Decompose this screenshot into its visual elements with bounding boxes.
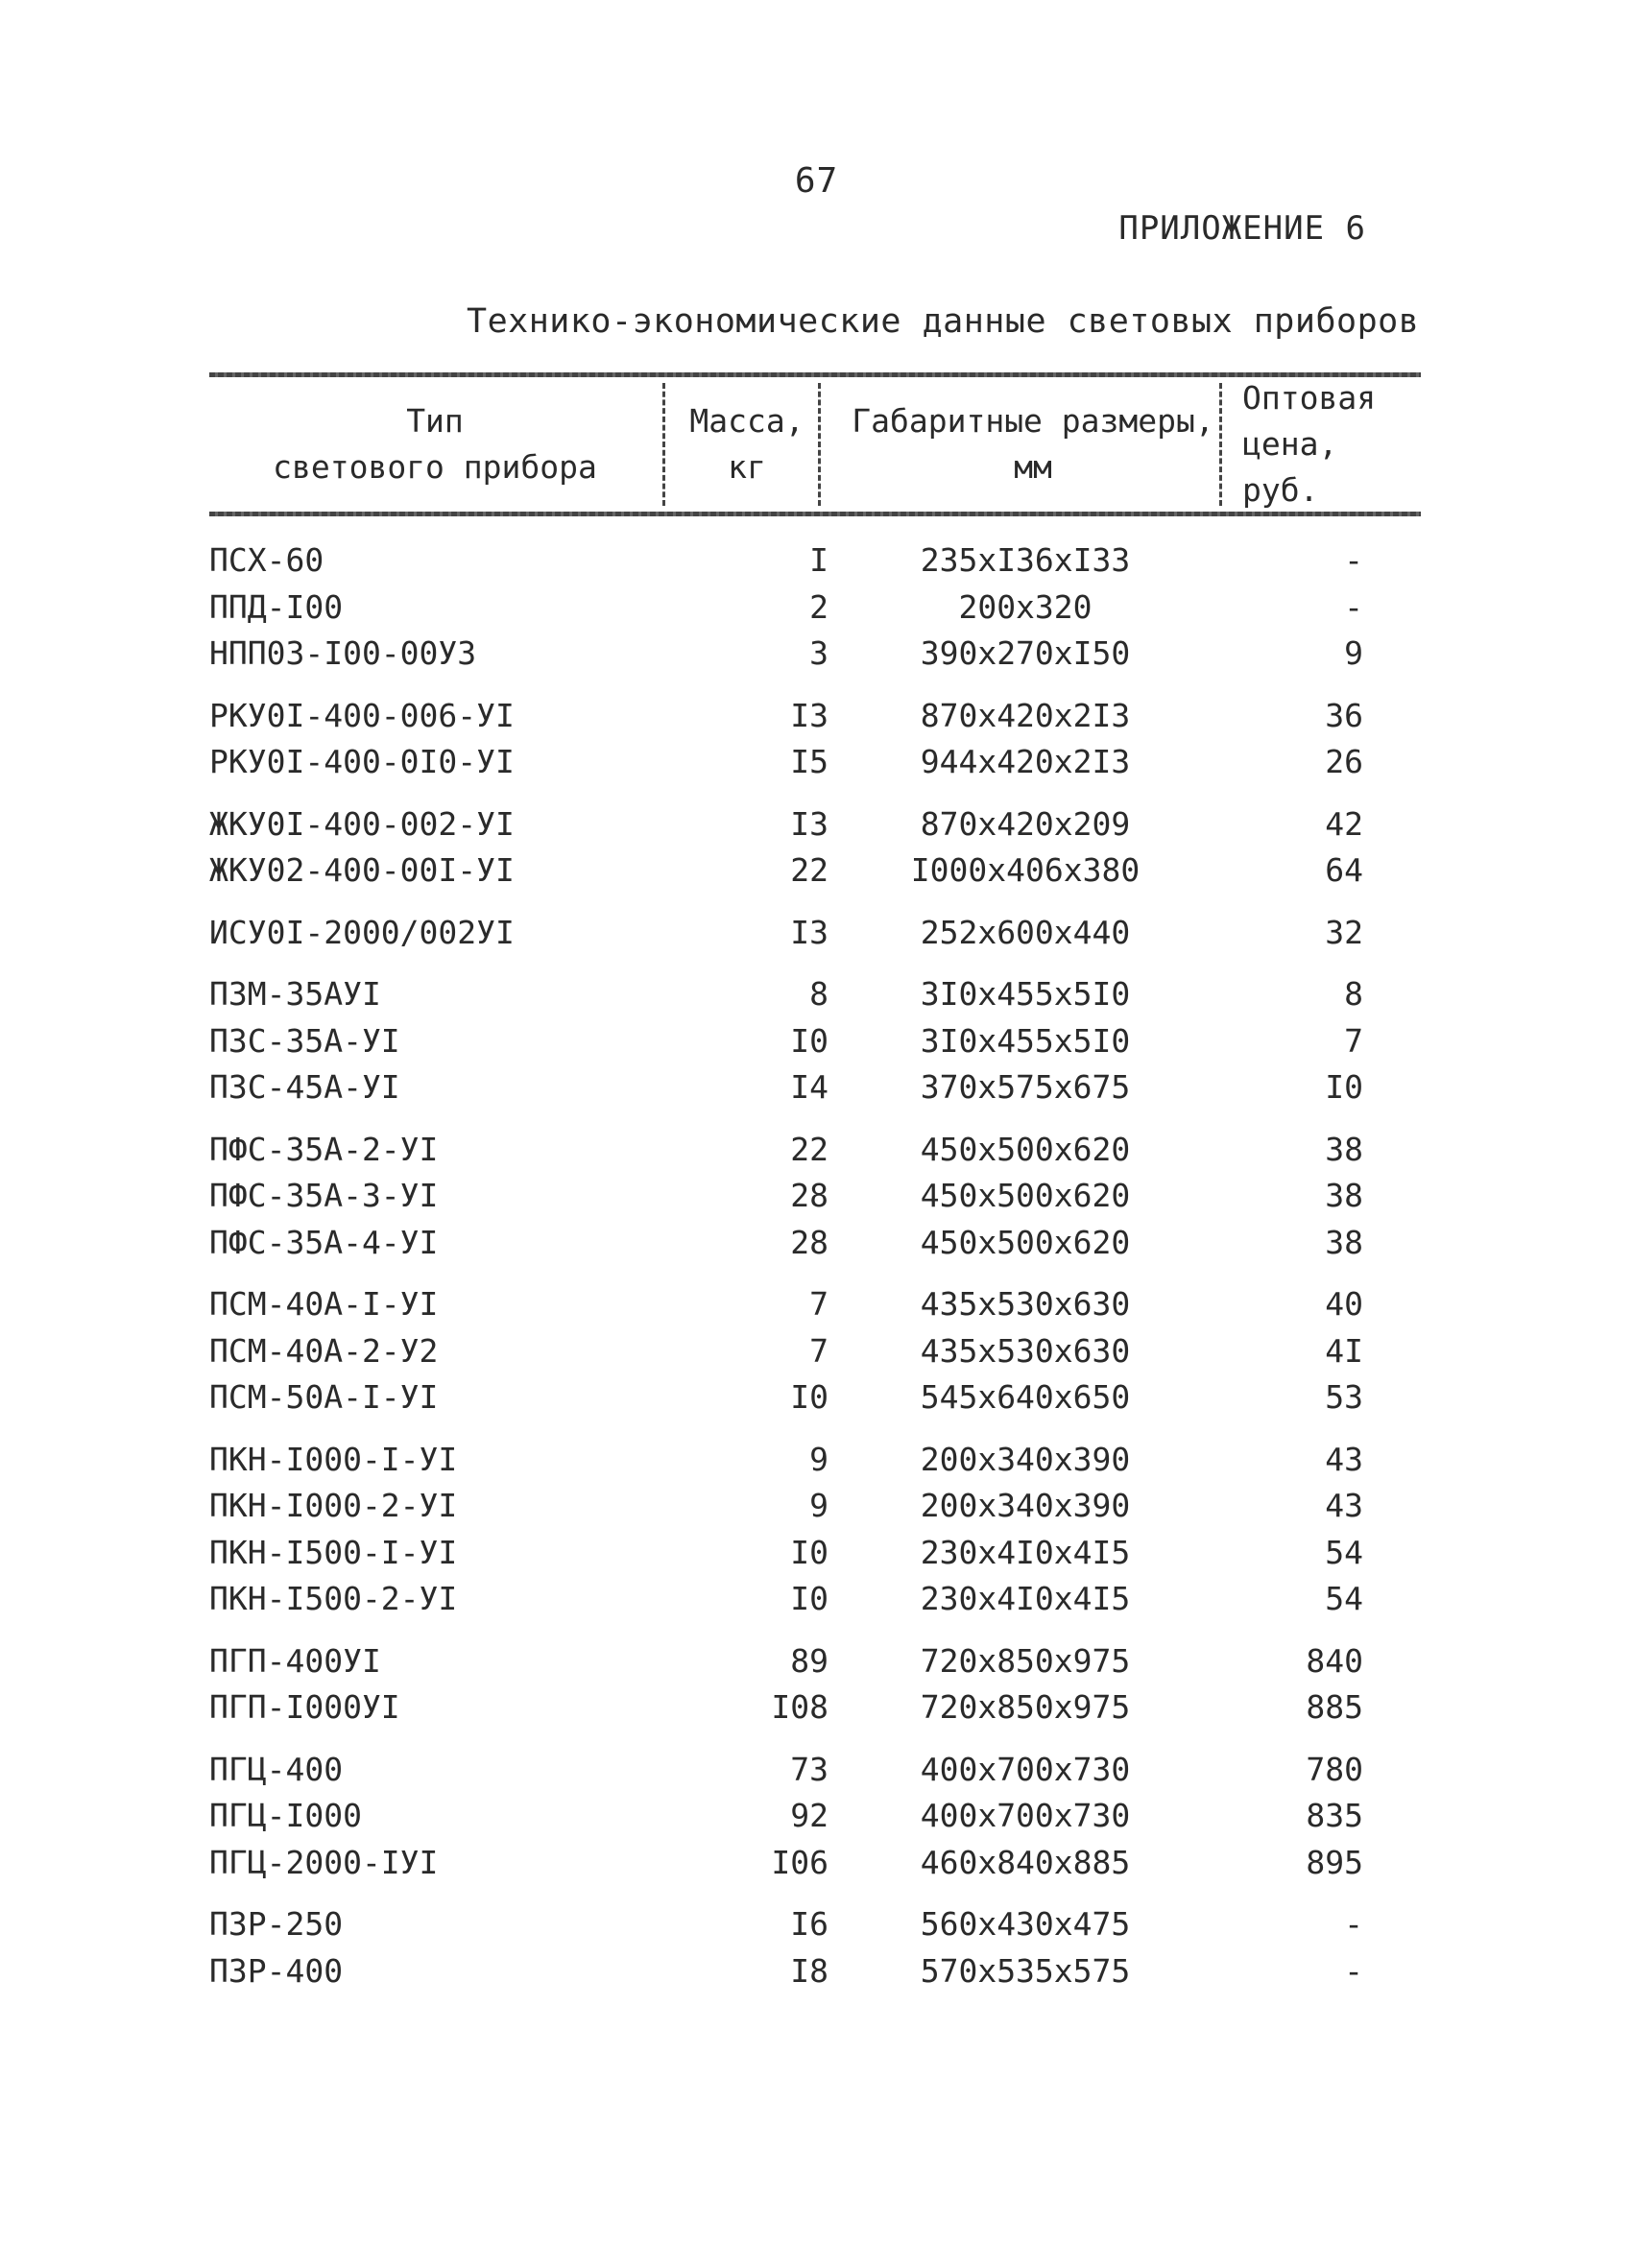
cell-mass: I5 [790,743,829,780]
cell-mass: I [809,541,829,579]
row-group [209,1901,1421,1994]
cell-type-name: ПСХ-60 [209,541,324,579]
row-group [209,1747,1421,1887]
cell-mass: I3 [790,804,829,843]
cell-price: 32 [1325,913,1363,951]
cell-price: 835 [1306,1797,1363,1834]
cell-mass: I08 [771,1688,829,1726]
header-price-line1: Оптовая [1242,379,1377,417]
cell-mass: I0 [790,1378,829,1416]
table-row [209,1173,1421,1220]
cell-mass: 2 [809,587,829,626]
cell-type-name: РКУ0I-400-006-УI [209,696,515,734]
cell-dimensions: 230x4I0x4I5 [920,1580,1131,1617]
cell-price: 54 [1325,1533,1363,1571]
table-row [209,1018,1421,1065]
cell-dimensions: 435x530x630 [920,1331,1131,1370]
cell-mass: 22 [790,851,829,889]
table-header-rule [209,512,1421,516]
cell-dimensions: 460x840x885 [920,1843,1131,1881]
cell-type-name: ПГП-I000УI [209,1688,400,1726]
cell-type-name: ПЗР-400 [209,1951,344,1990]
cell-type-name: ПФС-35А-3-УI [209,1177,439,1214]
cell-price: 38 [1325,1223,1363,1261]
table-row [209,585,1421,632]
header-type [209,377,660,512]
cell-type-name: ПСМ-40А-I-УI [209,1285,439,1323]
cell-type-name: НПП03-I00-00У3 [209,634,477,672]
cell-price: 36 [1325,696,1363,734]
table-row [209,631,1421,678]
cell-dimensions: 560x430x475 [920,1905,1131,1943]
header-mass-line2: кг [728,448,766,486]
cell-price: 840 [1306,1641,1363,1680]
cell-dimensions: 720x850x975 [920,1641,1131,1680]
cell-dimensions: 435x530x630 [920,1285,1131,1323]
cell-price: - [1344,1951,1363,1990]
cell-dimensions: 944x420x2I3 [920,743,1131,780]
cell-price: 9 [1344,634,1363,672]
cell-mass: 89 [790,1641,829,1680]
cell-type-name: ПКН-I000-2-УI [209,1487,458,1524]
row-group [209,910,1421,957]
table-body [209,537,1421,1994]
cell-dimensions: 370x575x675 [920,1068,1131,1106]
header-mass-line1: Масса, [689,402,804,440]
cell-dimensions: 720x850x975 [920,1688,1131,1726]
cell-dimensions: 230x4I0x4I5 [920,1533,1131,1571]
cell-dimensions: 870x420x2I3 [920,696,1131,734]
page-number: 67 [794,161,839,201]
cell-mass: 28 [790,1223,829,1261]
cell-dimensions: 200x340x390 [920,1487,1131,1524]
data-table [209,372,1421,2010]
row-group [209,1437,1421,1623]
header-type-line1: Тип [406,402,464,440]
cell-mass: 7 [809,1331,829,1370]
table-row [209,1064,1421,1111]
cell-mass: 7 [809,1285,829,1323]
table-row [209,1127,1421,1174]
cell-dimensions: 450x500x620 [920,1223,1131,1261]
header-price-line2: цена, руб. [1242,425,1338,509]
row-group [209,693,1421,786]
table-row [209,1483,1421,1530]
cell-mass: I8 [790,1951,829,1990]
cell-dimensions: 252x600x440 [920,913,1131,951]
cell-price: 780 [1306,1750,1363,1788]
row-group [209,537,1421,678]
cell-mass: I0 [790,1580,829,1617]
cell-price: - [1344,541,1363,579]
cell-price: 38 [1325,1177,1363,1214]
cell-price: 7 [1344,1021,1363,1060]
cell-mass: 9 [809,1440,829,1478]
table-row [209,1576,1421,1623]
header-separator [818,383,821,506]
table-row [209,1220,1421,1267]
cell-dimensions: 400x700x730 [920,1750,1131,1788]
cell-type-name: ПСМ-50А-I-УI [209,1378,439,1416]
cell-price: 54 [1325,1580,1363,1617]
cell-type-name: ПГЦ-2000-IУI [209,1843,439,1881]
cell-dimensions: 200x320 [958,587,1093,626]
header-separator [662,383,665,506]
header-mass [670,377,824,512]
table-row [209,537,1421,585]
cell-price: 38 [1325,1130,1363,1168]
cell-dimensions: 545x640x650 [920,1378,1131,1416]
cell-price: 8 [1344,975,1363,1013]
table-row [209,1840,1421,1887]
header-price [1219,377,1421,512]
cell-dimensions: 3I0x455x5I0 [920,975,1131,1013]
cell-dimensions: 390x270xI50 [920,634,1131,672]
cell-mass: 22 [790,1130,829,1168]
table-row [209,1638,1421,1685]
cell-mass: 73 [790,1750,829,1788]
cell-type-name: ПЗС-35А-УI [209,1021,400,1060]
row-group [209,1638,1421,1731]
cell-type-name: ПФС-35А-2-УI [209,1130,439,1168]
cell-price: 43 [1325,1487,1363,1524]
cell-price: 885 [1306,1688,1363,1726]
cell-dimensions: 450x500x620 [920,1177,1131,1214]
cell-mass: 3 [809,634,829,672]
cell-mass: I3 [790,913,829,951]
table-row [209,1901,1421,1948]
cell-mass: I4 [790,1068,829,1106]
table-row [209,971,1421,1018]
cell-mass: I06 [771,1843,829,1881]
cell-type-name: ПЗС-45А-УI [209,1068,400,1106]
cell-type-name: ИСУ0I-2000/002УI [209,913,515,951]
cell-price: 4I [1325,1331,1363,1370]
table-row [209,693,1421,740]
cell-mass: I0 [790,1021,829,1060]
cell-type-name: ПГЦ-I000 [209,1797,362,1834]
cell-type-name: ПСМ-40А-2-У2 [209,1331,439,1370]
table-row [209,1747,1421,1794]
table-row [209,1374,1421,1421]
table-row [209,739,1421,786]
cell-type-name: ПЗМ-35АУI [209,975,381,1013]
cell-mass: 92 [790,1797,829,1834]
cell-type-name: ПГЦ-400 [209,1750,344,1788]
table-row [209,1328,1421,1375]
cell-type-name: ПКН-I500-2-УI [209,1580,458,1617]
cell-price: 43 [1325,1440,1363,1478]
cell-mass: I6 [790,1905,829,1943]
header-dims-line1: Габаритные размеры, [852,402,1214,440]
row-group [209,1281,1421,1421]
cell-type-name: ПЗР-250 [209,1905,344,1943]
cell-dimensions: 870x420x209 [920,804,1131,843]
table-row [209,1684,1421,1731]
cell-dimensions: 570x535x575 [920,1951,1131,1990]
cell-mass: 9 [809,1487,829,1524]
table-row [209,910,1421,957]
cell-type-name: ППД-I00 [209,587,344,626]
header-dims-line2: мм [1014,448,1052,486]
row-group [209,801,1421,895]
cell-mass: 28 [790,1177,829,1214]
cell-price: 53 [1325,1378,1363,1416]
table-row [209,1948,1421,1995]
cell-price: 40 [1325,1285,1363,1323]
cell-price: - [1344,587,1363,626]
cell-mass: I0 [790,1533,829,1571]
cell-dimensions: 200x340x390 [920,1440,1131,1478]
cell-price: 64 [1325,851,1363,889]
cell-dimensions: 400x700x730 [920,1797,1131,1834]
cell-price: 42 [1325,804,1363,843]
table-row [209,1281,1421,1328]
row-group [209,971,1421,1111]
table-row [209,1437,1421,1484]
cell-dimensions: 235xI36xI33 [920,541,1131,579]
cell-type-name: ПКН-I500-I-УI [209,1533,458,1571]
document-title: Технико-экономические данные световых приборов [467,302,1420,341]
cell-type-name: РКУ0I-400-0I0-УI [209,743,515,780]
cell-dimensions: 450x500x620 [920,1130,1131,1168]
table-row [209,801,1421,848]
cell-type-name: ЖКУ02-400-00I-УI [209,851,515,889]
cell-type-name: ЖКУ0I-400-002-УI [209,804,515,843]
header-dimensions [829,377,1237,512]
cell-price: 895 [1306,1843,1363,1881]
table-row [209,1793,1421,1840]
table-row [209,1530,1421,1577]
cell-type-name: ПГП-400УI [209,1641,381,1680]
cell-price: 26 [1325,743,1363,780]
table-row [209,848,1421,895]
table-header [209,377,1421,512]
cell-dimensions: 3I0x455x5I0 [920,1021,1131,1060]
header-type-line2: светового прибора [273,448,597,486]
cell-mass: I3 [790,696,829,734]
cell-mass: 8 [809,975,829,1013]
row-group [209,1127,1421,1267]
cell-price: - [1344,1905,1363,1943]
cell-price: I0 [1325,1068,1363,1106]
appendix-label: ПРИЛОЖЕНИЕ 6 [1118,209,1366,248]
cell-type-name: ПКН-I000-I-УI [209,1440,458,1478]
cell-type-name: ПФС-35А-4-УI [209,1223,439,1261]
cell-dimensions: I000x406x380 [910,851,1141,889]
